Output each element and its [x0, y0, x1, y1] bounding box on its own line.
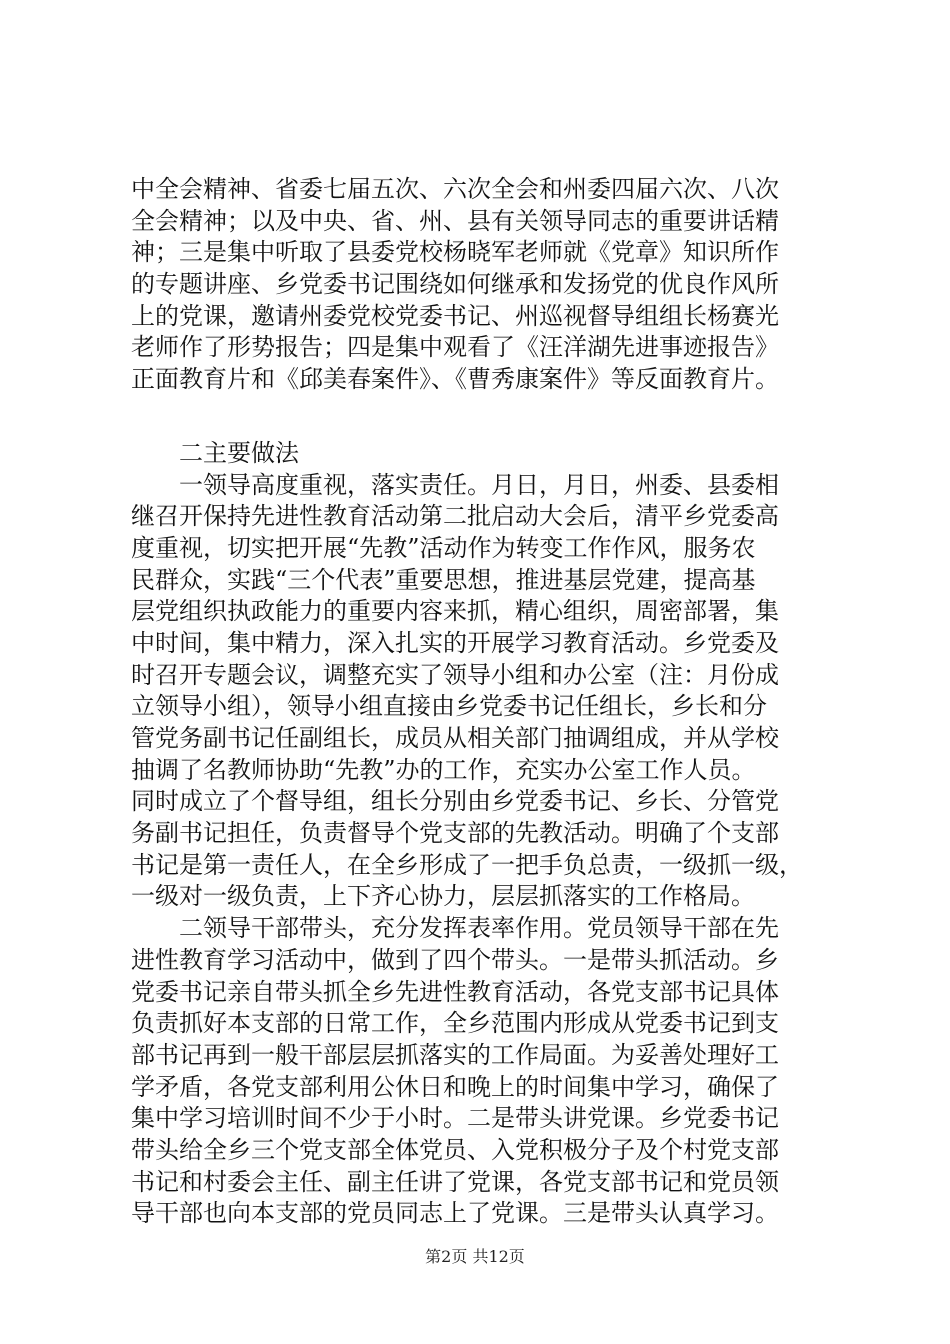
section-heading: 二主要做法	[179, 438, 299, 467]
text-line: 老师作了形势报告；四是集中观看了《汪洋湖先进事迹报告》	[131, 333, 779, 362]
text-line: 民群众，实践“三个代表”重要思想，推进基层党建，提高基	[131, 565, 756, 594]
text-line: 务副书记担任，负责督导个党支部的先教活动。明确了个支部	[131, 819, 779, 848]
text-line: 党委书记亲自带头抓全乡先进性教育活动，各党支部书记具体	[131, 977, 779, 1006]
text-line: 一级对一级负责，上下齐心协力，层层抓落实的工作格局。	[131, 882, 755, 911]
text-line: 正面教育片和《邱美春案件》、《曹秀康案件》等反面教育片。	[131, 365, 779, 394]
text-line: 继召开保持先进性教育活动第二批启动大会后，清平乡党委高	[131, 502, 779, 531]
text-line: 进性教育学习活动中，做到了四个带头。一是带头抓活动。乡	[131, 945, 779, 974]
paragraph-leadership	[131, 470, 846, 914]
text-line: 全会精神；以及中央、省、州、县有关领导同志的重要讲话精	[131, 206, 779, 235]
text-line: 书记是第一责任人，在全乡形成了一把手负总责，一级抓一级，	[131, 850, 803, 879]
text-line: 书记和村委会主任、副主任讲了党课，各党支部书记和党员领	[131, 1167, 779, 1196]
text-line: 时召开专题会议，调整充实了领导小组和办公室（注：月份成	[131, 660, 779, 689]
text-line: 学矛盾，各党支部利用公休日和晚上的时间集中学习，确保了	[131, 1072, 779, 1101]
page-number-footer: 第2页 共12页	[425, 1247, 525, 1266]
text-line: 中全会精神、省委七届五次、六次全会和州委四届六次、八次	[131, 175, 779, 203]
text-line: 上的党课，邀请州委党校党委书记、州巡视督导组组长杨赛光	[131, 301, 779, 330]
paragraph-gap	[131, 396, 846, 438]
text-line: 二领导干部带头，充分发挥表率作用。党员领导干部在先	[179, 914, 779, 943]
text-line: 导干部也向本支部的党员同志上了党课。三是带头认真学习。	[131, 1199, 779, 1228]
text-line: 管党务副书记任副组长，成员从相关部门抽调组成，并从学校	[131, 724, 779, 752]
text-line: 中时间，集中精力，深入扎实的开展学习教育活动。乡党委及	[131, 628, 779, 657]
text-line: 集中学习培训时间不少于小时。二是带头讲党课。乡党委书记	[131, 1104, 779, 1133]
text-line: 同时成立了个督导组，组长分别由乡党委书记、乡长、分管党	[131, 787, 779, 816]
text-line: 的专题讲座、乡党委书记围绕如何继承和发扬党的优良作风所	[131, 270, 779, 299]
text-line: 带头给全乡三个党支部全体党员、入党积极分子及个村党支部	[131, 1135, 779, 1164]
paragraph-cadres-lead	[131, 913, 846, 1230]
text-line: 抽调了名教师协助“先教”办的工作，充实办公室工作人员。	[131, 755, 756, 784]
text-line: 度重视，切实把开展“先教”活动作为转变工作作风，服务农	[131, 533, 756, 562]
text-line: 一领导高度重视，落实责任。月日，月日，州委、县委相	[179, 470, 779, 499]
text-line: 神；三是集中听取了县委党校杨晓军老师就《党章》知识所作	[131, 238, 779, 267]
text-line: 负责抓好本支部的日常工作，全乡范围内形成从党委书记到支	[131, 1009, 779, 1038]
paragraph-continuation	[131, 174, 846, 396]
text-line: 层党组织执政能力的重要内容来抓，精心组织，周密部署，集	[131, 597, 779, 626]
text-line: 立领导小组），领导小组直接由乡党委书记任组长，乡长和分	[131, 692, 767, 721]
document-body	[131, 174, 846, 1230]
text-line: 部书记再到一般干部层层抓落实的工作局面。为妥善处理好工	[131, 1040, 779, 1069]
